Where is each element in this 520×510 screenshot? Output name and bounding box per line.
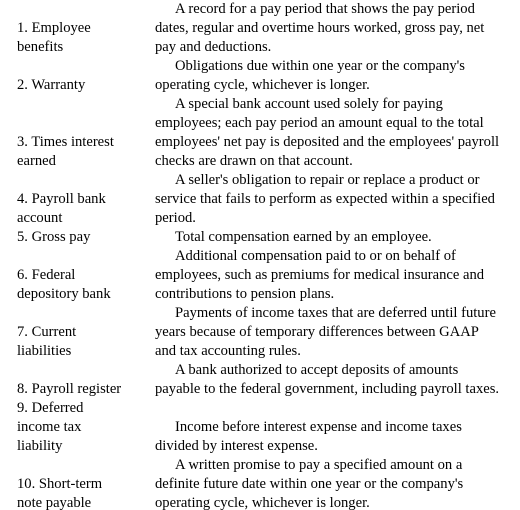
- matching-row-9: [0, 399, 520, 456]
- term-payroll-register: 8. Payroll register: [17, 381, 122, 397]
- definition-warranty-desc: A seller's obligation to repair or replace a product or service that fails to perform as expected within a specified period.: [155, 172, 495, 226]
- matching-row-6: [0, 247, 520, 304]
- matching-row-8: [0, 361, 520, 399]
- term-federal-depository-bank: 6. Federal depository bank: [17, 267, 111, 302]
- matching-row-10: [0, 456, 520, 510]
- definition-note-payable-desc: A written promise to pay a specified amount on a definite future date within one year or the company's operating cycle, whichever is longer.: [155, 457, 464, 510]
- term-deferred-income-tax-liability: 9. Deferred income tax liability: [17, 400, 84, 454]
- matching-row-7: [0, 304, 520, 361]
- definition-federal-depository-desc: A bank authorized to accept deposits of amounts payable to the federal government, including payroll taxes.: [155, 362, 500, 397]
- term-employee-benefits: 1. Employee benefits: [17, 20, 91, 55]
- term-payroll-bank-account: 4. Payroll bank account: [17, 191, 106, 226]
- term-gross-pay: 5. Gross pay: [17, 229, 91, 245]
- term-times-interest-earned: 3. Times interest earned: [17, 134, 114, 169]
- matching-row-2: [0, 57, 520, 95]
- definition-text: Income before interest expense and income taxes divided by interest expense.: [155, 419, 462, 454]
- matching-row-4: [0, 171, 520, 228]
- definition-times-interest-desc: [155, 399, 520, 456]
- definition-payroll-register-desc: A record for a pay period that shows the pay period dates, regular and overtime hours worked, gross pay, net pay and deductions.: [155, 1, 485, 55]
- definition-gross-pay-desc: Total compensation earned by an employee.: [175, 229, 432, 245]
- definition-deferred-tax-desc: Payments of income taxes that are deferred until future years because of temporary differences between GAAP and tax accounting rules.: [155, 305, 496, 359]
- matching-row-1: [0, 0, 520, 57]
- term-warranty: 2. Warranty: [17, 77, 86, 93]
- definition-text: Obligations due within one year or the company's operating cycle, whichever is longer.: [155, 58, 465, 93]
- term-short-term-note-payable: 10. Short-term note payable: [17, 476, 103, 510]
- definition-current-liabilities-desc: [155, 57, 520, 95]
- matching-row-5: [0, 228, 520, 247]
- matching-row-3: [0, 95, 520, 171]
- definition-employee-benefits-desc: Additional compensation paid to or on behalf of employees, such as premiums for medical insurance and contributions to pension plans.: [155, 248, 485, 302]
- definition-payroll-bank-account-desc: A special bank account used solely for paying employees; each pay period an amount equal to the total employees' net pay is deposited and the employees' payroll checks are drawn on that account.: [155, 96, 500, 169]
- term-current-liabilities: 7. Current liabilities: [17, 324, 77, 359]
